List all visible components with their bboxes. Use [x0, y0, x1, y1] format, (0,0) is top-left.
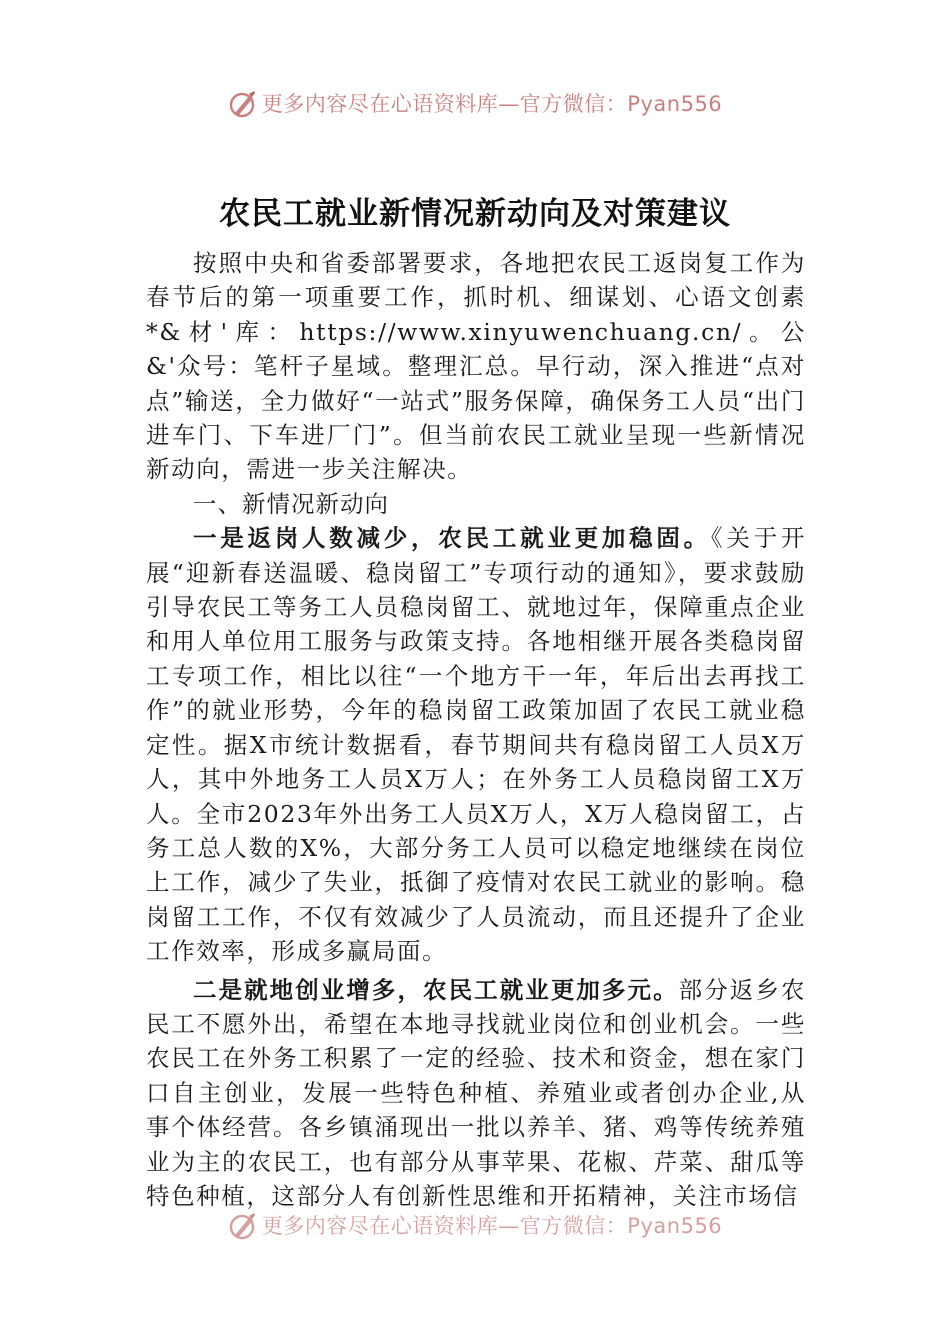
pen-logo-icon — [228, 1211, 258, 1241]
point-two-lead: 二是就地创业增多，农民工就业更加多元。 — [193, 975, 679, 1004]
watermark-text-bottom: 更多内容尽在心语资料库—官方微信：Pyan556 — [261, 1214, 723, 1238]
point-two-paragraph — [146, 973, 806, 1212]
section-heading: 一、新情况新动向 — [193, 489, 389, 518]
pen-logo-icon — [228, 89, 258, 119]
document-title: 农民工就业新情况新动向及对策建议 — [219, 196, 731, 232]
watermark-banner-bottom — [0, 1208, 950, 1242]
point-one-paragraph — [146, 521, 806, 968]
point-one-lead: 一是返岗人数减少，农民工就业更加稳固。 — [193, 524, 711, 553]
watermark-banner-top — [0, 86, 950, 120]
watermark-text-top: 更多内容尽在心语资料库—官方微信：Pyan556 — [261, 92, 723, 116]
document-body — [146, 246, 806, 1212]
point-two-body: 部分返乡农民工不愿外出，希望在本地寻找就业岗位和创业机会。一些农民工在外务工积累了一定的经验、技术和资金，想在家门口自主创业，发展一些特色种植、养殖业或者创办企业,从事个体经营。各乡镇涌现出一批以养羊、猪、鸡等传统养殖业为主的农民工，也有部分从事苹果、花椒、芹菜、甜瓜等特色种植，这部分人有创新性思维和开拓精神，关注市场信 — [146, 975, 806, 1210]
intro-paragraph: 按照中央和省委部署要求，各地把农民工返岗复工作为春节后的第一项重要工作，抓时机、细谋划、心语文创素*&材'库：https://www.xinyuwenchuang.cn/。公&'众号：笔杆子星域。整理汇总。早行动，深入推进“点对点”输送，全力做好“一站式”服务保障，确保务工人员“出门进车门、下车进厂门”。但当前农民工就业呈现一些新情况新动向，需进一步关注解决。 — [146, 249, 806, 484]
point-one-body: 《关于开展“迎新春送温暖、稳岗留工”专项行动的通知》，要求鼓励引导农民工等务工人员稳岗留工、就地过年，保障重点企业和用人单位用工服务与政策支持。各地相继开展各类稳岗留工专项工作，相比以往“一个地方干一年，年后出去再找工作”的就业形势，今年的稳岗留工政策加固了农民工就业稳定性。据X市统计数据看，春节期间共有稳岗留工人员X万人，其中外地务工人员X万人；在外务工人员稳岗留工X万人。全市2023年外出务工人员X万人，X万人稳岗留工，占务工总人数的X%，大部分务工人员可以稳定地继续在岗位上工作，减少了失业，抵御了疫情对农民工就业的影响。稳岗留工工作，不仅有效减少了人员流动，而且还提升了企业工作效率，形成多赢局面。 — [146, 524, 806, 966]
